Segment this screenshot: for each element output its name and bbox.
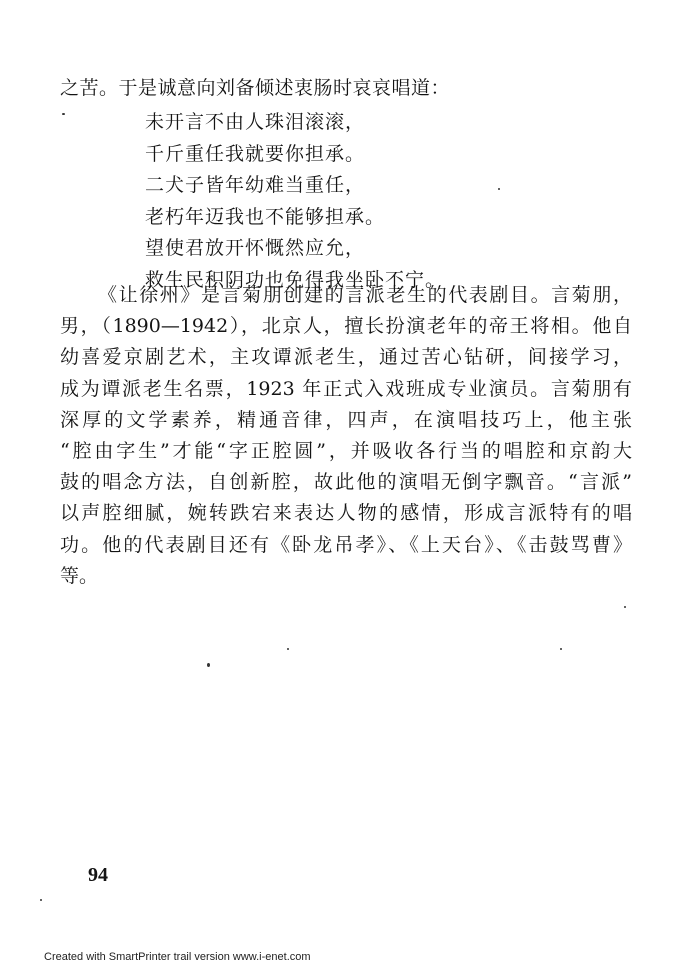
verse-line: 未开言不由人珠泪滚滚， — [145, 111, 366, 133]
verse-line: 二犬子皆年幼难当重任， — [145, 174, 366, 196]
watermark-text: Created with SmartPrinter trail version www.i-enet.com — [44, 951, 311, 963]
intro-line: 之苦。于是诚意向刘备倾述衷肠时哀哀唱道： — [60, 77, 451, 99]
paragraph-line: 《让徐州》是言菊朋创建的言派老生的代表剧目。言菊朋， — [98, 284, 632, 306]
paragraph-line: 以声腔细腻，婉转跌宕来表达人物的感情，形成言派特有的唱 — [60, 502, 632, 525]
body-paragraph — [60, 283, 632, 595]
verse-line: 救生民积阴功也免得我坐卧不宁。 — [145, 268, 446, 291]
paragraph-line: 男，（1890—1942），北京人，擅长扮演老年的帝王将相。他自 — [60, 315, 632, 338]
verse-line: 望使君放开怀慨然应允， — [145, 237, 366, 259]
scan-speck — [624, 606, 626, 608]
scan-speck — [40, 899, 42, 901]
verse-block — [145, 110, 445, 299]
page-number: 94 — [88, 864, 108, 886]
scan-speck — [207, 663, 210, 667]
verse-line: 老朽年迈我也不能够担承。 — [145, 205, 386, 228]
paragraph-line: 等。 — [60, 564, 99, 587]
paragraph-line: 深厚的文学素养，精通音律，四声，在演唱技巧上，他主张 — [60, 408, 632, 431]
paragraph-line: 成为谭派老生名票，1923 年正式入戏班成专业演员。言菊朋有 — [60, 377, 632, 400]
paragraph-line: 幼喜爱京剧艺术，主攻谭派老生，通过苦心钻研，间接学习， — [60, 346, 632, 369]
scan-speck — [560, 648, 562, 650]
scan-speck — [62, 113, 65, 115]
scan-speck — [498, 188, 500, 190]
paragraph-line: “腔由字生”才能“字正腔圆”，并吸收各行当的唱腔和京韵大 — [60, 439, 632, 462]
verse-line: 千斤重任我就要你担承。 — [145, 142, 366, 165]
paragraph-line: 功。他的代表剧目还有《卧龙吊孝》、《上天台》、《击鼓骂曹》 — [60, 533, 632, 556]
scan-speck — [287, 648, 289, 650]
paragraph-line: 鼓的唱念方法，自创新腔，故此他的演唱无倒字飘音。“言派” — [60, 471, 632, 494]
